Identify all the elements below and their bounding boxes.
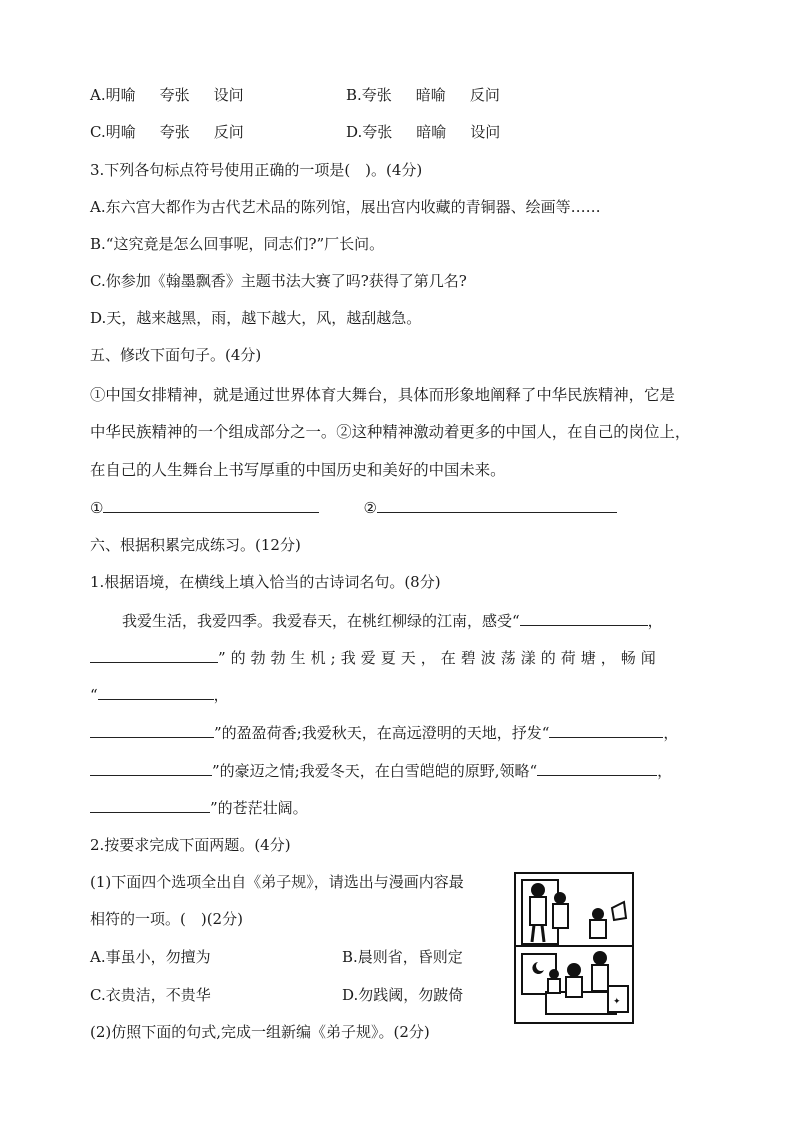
- poem-blank-5[interactable]: [549, 722, 663, 738]
- poem-blank-8[interactable]: [90, 797, 210, 813]
- option-d: [346, 122, 500, 142]
- answer-marker-2: ②: [363, 499, 377, 517]
- section-5-paragraph-line-1: ①中国女排精神，就是通过世界体育大舞台，具体而形象地阐释了中华民族精神，它是: [90, 386, 675, 404]
- q3-option-c: C.你参加《翰墨飘香》主题书法大赛了吗?获得了第几名?: [90, 272, 467, 290]
- poem-comma-3: ，: [213, 686, 229, 704]
- q3-option-d: D.天，越来越黑，雨，越下越大，风，越刮越急。: [90, 309, 422, 327]
- option-a-word1: 夸张: [159, 86, 190, 104]
- poem-line-1: [122, 610, 663, 631]
- poem-blank-7[interactable]: [537, 760, 657, 776]
- option-b-word1: 暗喻: [415, 86, 446, 104]
- poem-text-2: ”的勃勃生机;我爱夏天，在碧波荡漾的荷塘，畅闻: [218, 649, 661, 667]
- poem-line-4: [90, 722, 678, 743]
- s6-question-2-1-line-1: (1)下面四个选项全出自《弟子规》，请选出与漫画内容最: [90, 873, 464, 891]
- dizigui-option-a: A.事虽小，勿擅为: [90, 948, 211, 966]
- poem-line-6: [90, 797, 308, 818]
- poem-line-5: [90, 760, 672, 781]
- dizigui-option-c: C.衣贵洁，不贵华: [90, 986, 211, 1004]
- poem-comma-4: ，: [663, 724, 679, 742]
- s6-question-2-1-line-2: 相符的一项。( )(2分): [90, 910, 243, 928]
- poem-blank-1[interactable]: [520, 610, 648, 626]
- option-b: [346, 85, 500, 105]
- poem-text-4: ”的盈盈荷香;我爱秋天，在高远澄明的天地，抒发“: [214, 724, 550, 742]
- option-b-word2: 反问: [469, 86, 500, 104]
- option-c-word1: 夸张: [159, 123, 190, 141]
- s6-question-2: 2.按要求完成下面两题。(4分): [90, 836, 291, 854]
- s6-question-2-2: (2)仿照下面的句式,完成一组新编《弟子规》。(2分): [90, 1023, 430, 1041]
- poem-text-1: 我爱生活，我爱四季。我爱春天，在桃红柳绿的江南，感受“: [122, 612, 520, 630]
- svg-text:✦: ✦: [613, 997, 621, 1007]
- option-a-word2: 设问: [213, 86, 244, 104]
- option-a-label: A.明喻: [90, 86, 136, 104]
- option-b-label: B.夸张: [346, 86, 392, 104]
- option-a: [90, 85, 244, 105]
- poem-blank-4[interactable]: [90, 722, 214, 738]
- section-5-paragraph-line-2: 中华民族精神的一个组成部分之一。②这种精神激动着更多的中国人，在自己的岗位上，: [90, 423, 691, 441]
- poem-blank-6[interactable]: [90, 760, 212, 776]
- comic-drawing: [516, 874, 632, 1022]
- section-5-heading: 五、修改下面句子。(4分): [90, 346, 262, 364]
- section-5-paragraph-line-3: 在自己的人生舞台上书写厚重的中国历史和美好的中国未来。: [90, 461, 506, 479]
- dizigui-option-b: B.晨则省，昏则定: [342, 948, 463, 966]
- option-c-label: C.明喻: [90, 123, 136, 141]
- section-6-heading: 六、根据积累完成练习。(12分): [90, 536, 301, 554]
- section-5-answer-row: [90, 497, 617, 518]
- poem-comma-1: ，: [647, 612, 663, 630]
- poem-line-3: [90, 684, 229, 705]
- q3-option-a: A.东六宫大都作为古代艺术品的陈列馆，展出宫内收藏的青铜器、绘画等……: [90, 198, 601, 216]
- s6-question-1: 1.根据语境，在横线上填入恰当的古诗词名句。(8分): [90, 573, 441, 591]
- option-c-word2: 反问: [213, 123, 244, 141]
- dizigui-option-d: D.勿践阈，勿跛倚: [342, 986, 464, 1004]
- option-c: [90, 122, 244, 142]
- answer-blank-2[interactable]: [377, 497, 617, 513]
- q3-question: 3.下列各句标点符号使用正确的一项是( )。(4分): [90, 161, 423, 179]
- option-d-label: D.夸张: [346, 123, 393, 141]
- answer-marker-1: ①: [90, 499, 104, 517]
- poem-line-2: [90, 647, 661, 668]
- poem-blank-2[interactable]: [90, 647, 218, 663]
- poem-blank-3[interactable]: [98, 684, 214, 700]
- poem-comma-5: ，: [657, 762, 673, 780]
- option-d-word1: 暗喻: [416, 123, 447, 141]
- poem-text-5: ”的豪迈之情;我爱冬天，在白雪皑皑的原野,领略“: [212, 762, 538, 780]
- answer-blank-1[interactable]: [103, 497, 319, 513]
- option-d-word2: 设问: [470, 123, 501, 141]
- comic-illustration: [514, 872, 634, 1024]
- poem-quote-3: “: [90, 686, 98, 704]
- poem-text-6: ”的苍茫壮阔。: [210, 799, 308, 817]
- q3-option-b: B.“这究竟是怎么回事呢，同志们?”厂长问。: [90, 235, 385, 253]
